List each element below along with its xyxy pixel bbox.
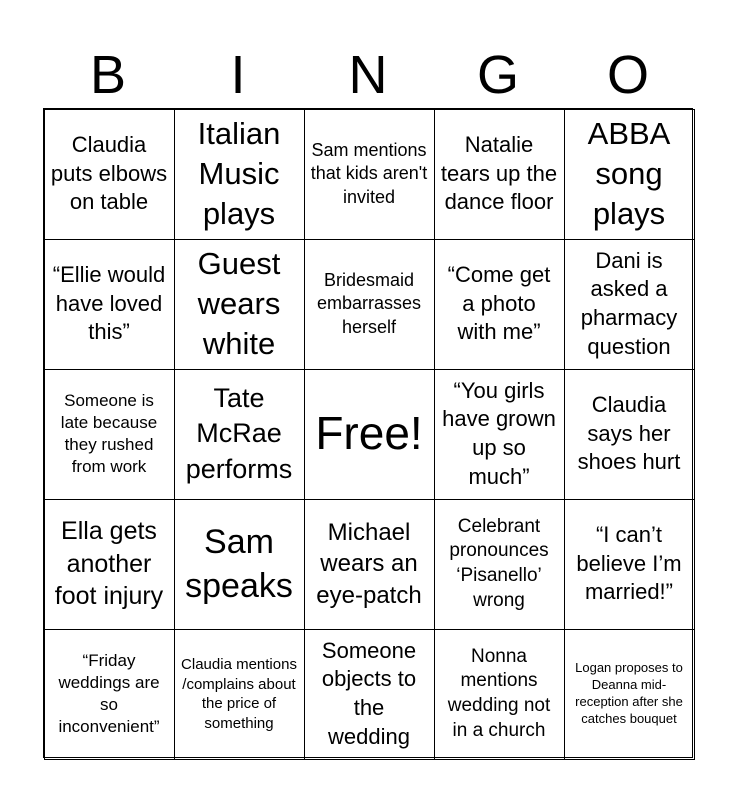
bingo-cell-text: “You girls have grown up so much” <box>442 377 556 489</box>
bingo-cell[interactable] <box>434 109 565 240</box>
bingo-cell-text: Bridesmaid embarrasses herself <box>316 269 422 337</box>
bingo-cell-text: Ella gets another foot injury <box>54 517 164 611</box>
bingo-cell-text: Natalie tears up the dance floor <box>440 132 558 215</box>
bingo-cell[interactable] <box>434 499 565 630</box>
bingo-cell[interactable] <box>304 109 435 240</box>
bingo-cell-text: Logan proposes to Deanna mid-reception after she catches bouquet <box>575 660 683 726</box>
header-letter-g: G <box>476 45 519 105</box>
bingo-cell[interactable] <box>304 499 435 630</box>
header-letter-n: N <box>348 45 388 105</box>
bingo-cell[interactable] <box>44 629 175 760</box>
bingo-cell[interactable] <box>44 369 175 500</box>
bingo-cell-text: Claudia puts elbows on table <box>50 132 168 215</box>
bingo-cell-text: Sam speaks <box>185 522 293 605</box>
header-letter-o: O <box>606 45 649 105</box>
bingo-cell[interactable] <box>44 499 175 630</box>
bingo-cell[interactable] <box>564 239 695 370</box>
bingo-cell[interactable] <box>304 629 435 760</box>
bingo-cell-free[interactable] <box>304 369 435 500</box>
bingo-cell-text: Someone is late because they rushed from work <box>60 390 158 477</box>
bingo-cell-text: Tate McRae performs <box>185 383 293 484</box>
bingo-cell-text: Michael wears an eye-patch <box>316 519 422 609</box>
bingo-cell[interactable] <box>174 629 305 760</box>
bingo-cell[interactable] <box>434 239 565 370</box>
bingo-cell-text: Claudia says her shoes hurt <box>577 392 681 475</box>
bingo-cell[interactable] <box>564 499 695 630</box>
bingo-header <box>43 42 693 108</box>
bingo-cell-text: Claudia mentions /complains about the price of something <box>181 656 297 732</box>
header-letter-b: B <box>89 45 127 105</box>
bingo-cell-text: Nonna mentions wedding not in a church <box>447 645 551 741</box>
bingo-cell[interactable] <box>174 499 305 630</box>
bingo-cell-text: Free! <box>315 407 423 460</box>
bingo-cell[interactable] <box>434 629 565 760</box>
bingo-cell-text: “Ellie would have loved this” <box>52 262 166 345</box>
header-letter-i: I <box>230 45 246 105</box>
bingo-cell[interactable] <box>304 239 435 370</box>
bingo-cell-text: Dani is asked a pharmacy question <box>580 247 678 359</box>
bingo-cell[interactable] <box>564 109 695 240</box>
bingo-cell[interactable] <box>564 369 695 500</box>
bingo-cell-text: Celebrant pronounces ‘Pisanello’ wrong <box>449 515 549 611</box>
bingo-cell-text: Italian Music plays <box>197 115 281 232</box>
bingo-cell[interactable] <box>174 239 305 370</box>
bingo-cell-text: Guest wears white <box>197 245 281 362</box>
bingo-grid <box>43 108 693 758</box>
bingo-cell[interactable] <box>564 629 695 760</box>
bingo-cell[interactable] <box>174 109 305 240</box>
bingo-cell-text: “I can’t believe I’m married!” <box>576 522 682 605</box>
bingo-cell-text: ABBA song plays <box>587 115 671 232</box>
bingo-cell-text: “Friday weddings are so inconvenient” <box>58 650 160 737</box>
bingo-cell-text: Sam mentions that kids aren't invited <box>310 139 428 207</box>
bingo-cell-text: “Come get a photo with me” <box>447 262 551 345</box>
bingo-cell[interactable] <box>44 239 175 370</box>
bingo-cell[interactable] <box>44 109 175 240</box>
bingo-cell[interactable] <box>174 369 305 500</box>
bingo-cell-text: Someone objects to the wedding <box>321 637 417 749</box>
bingo-cell[interactable] <box>434 369 565 500</box>
